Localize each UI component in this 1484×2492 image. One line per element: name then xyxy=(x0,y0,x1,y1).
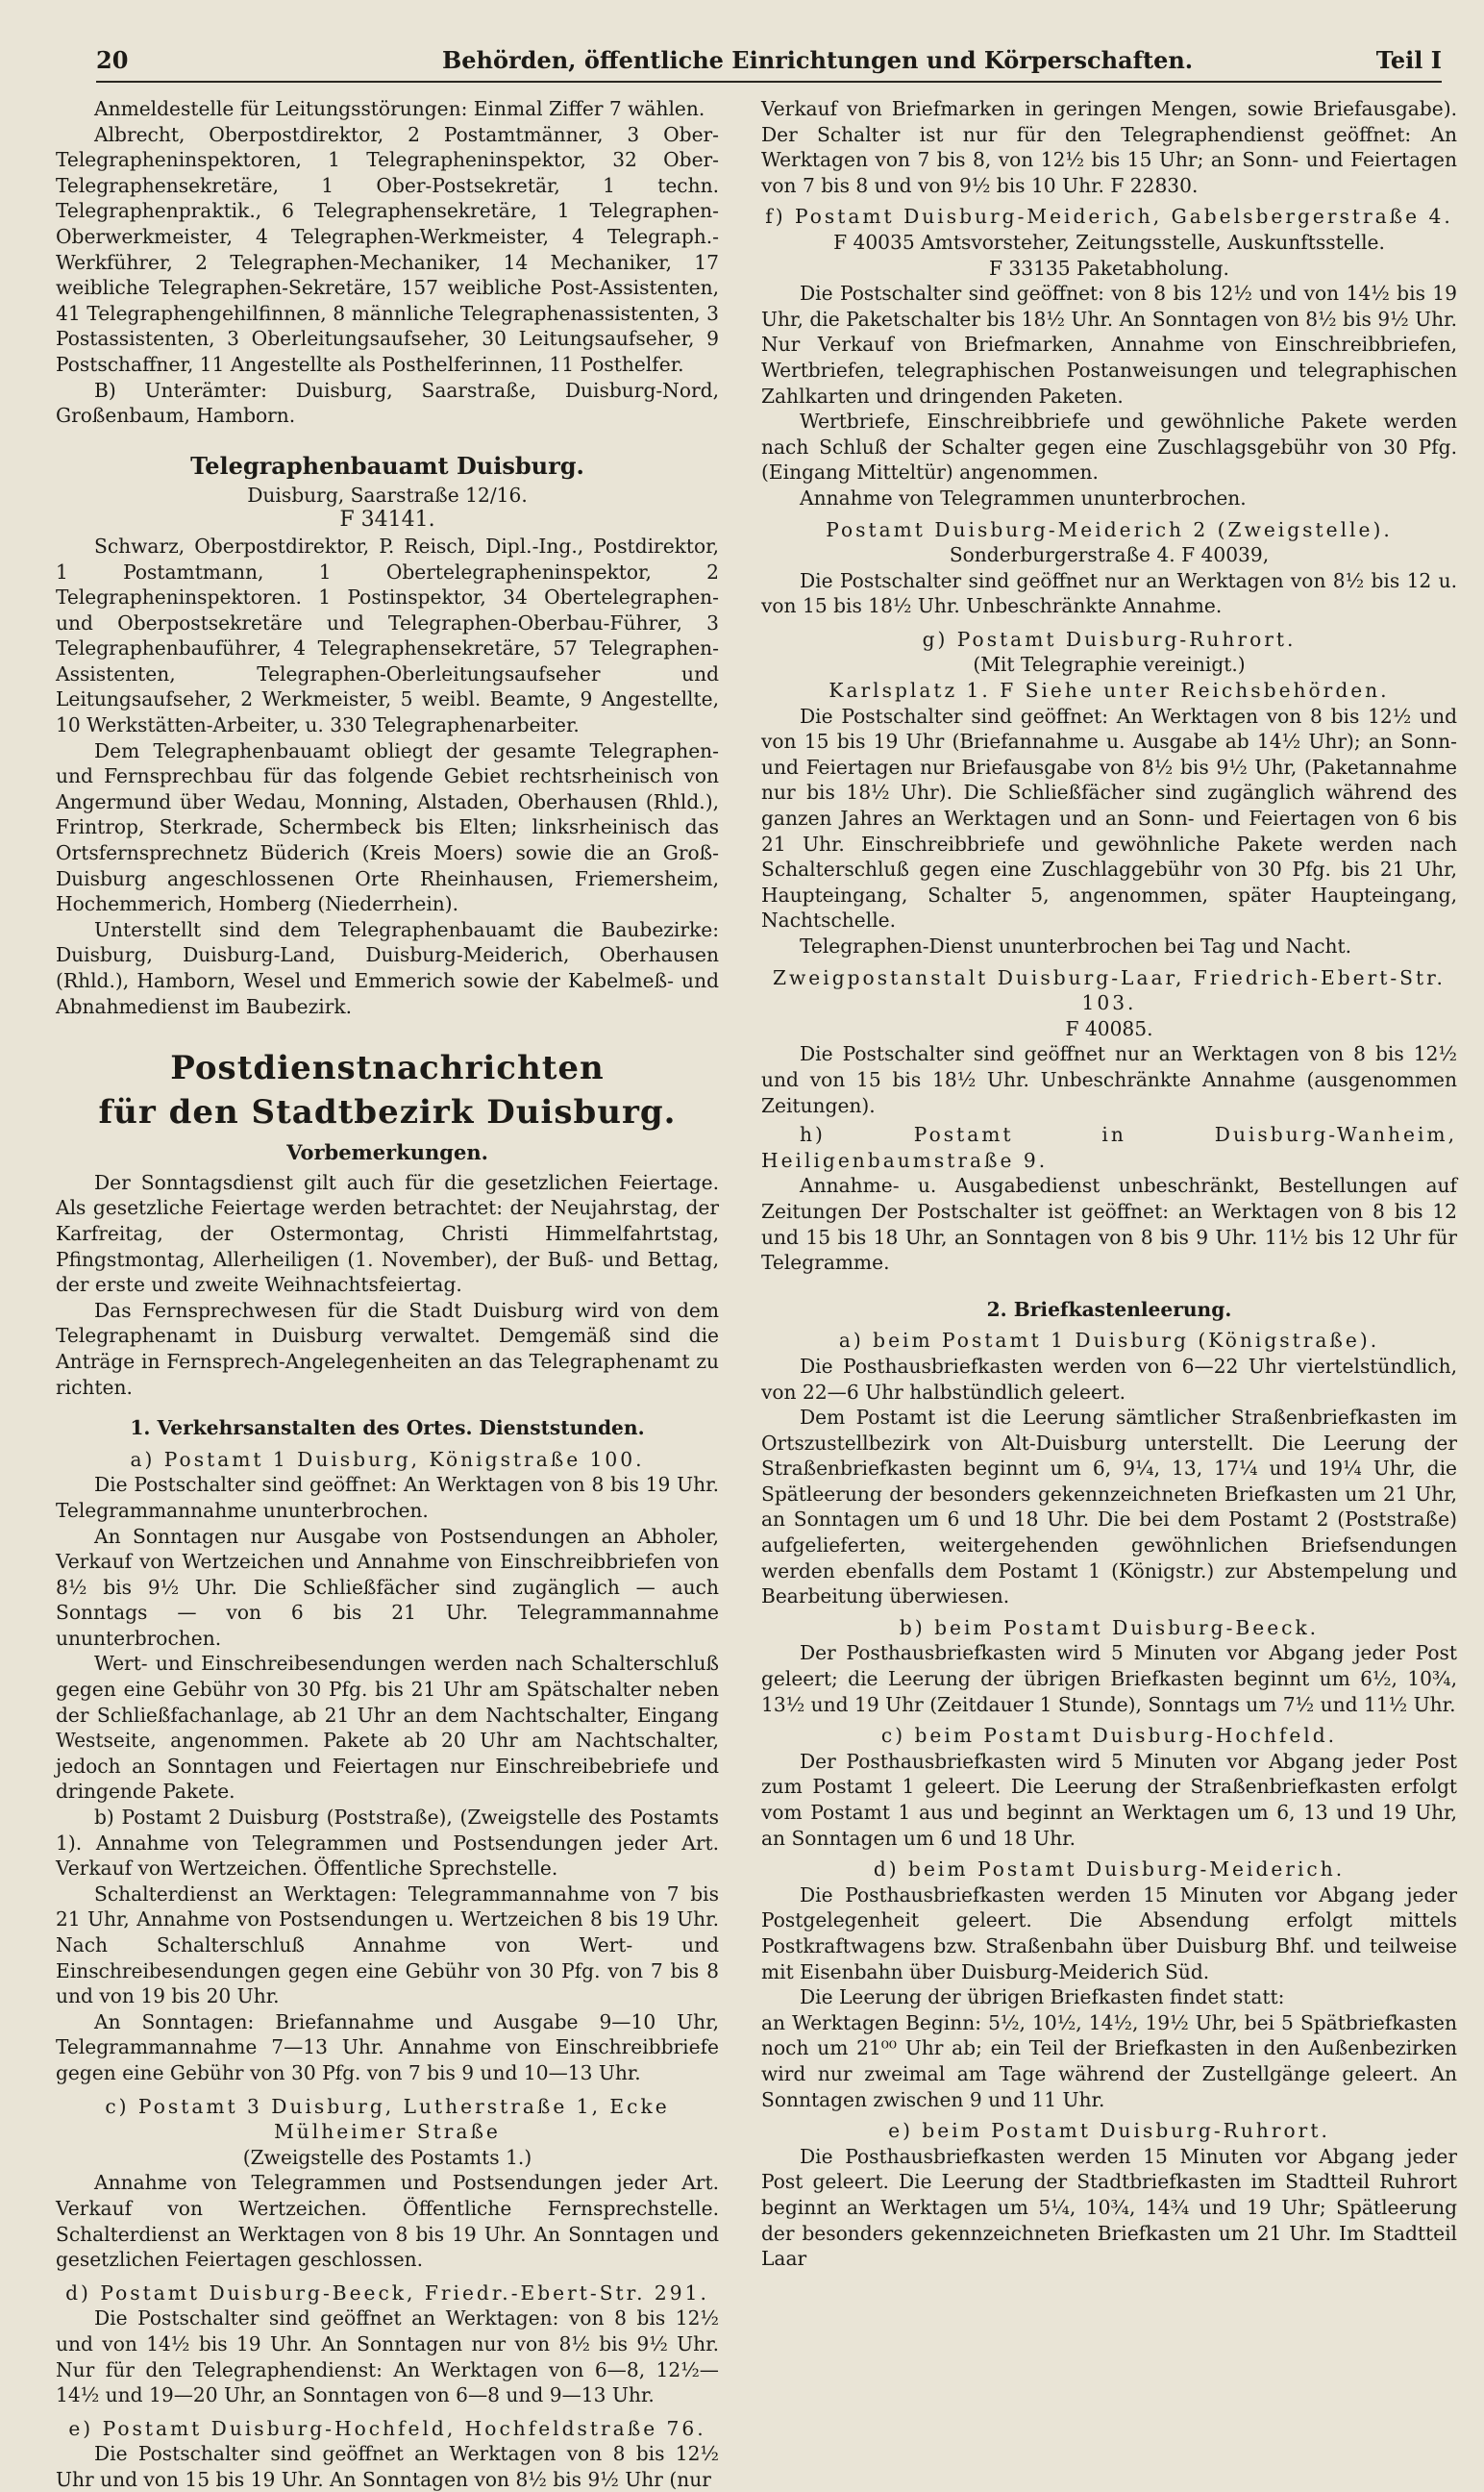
paragraph: Annahme von Telegrammen ununterbrochen. xyxy=(800,486,1247,510)
entry-heading: Zweigpostanstalt Duisburg-Laar, Friedrich-Ebert-Str. 103. xyxy=(773,965,1446,1015)
entry-heading: Postamt Duisburg-Meiderich 2 (Zweigstelle). xyxy=(826,517,1393,541)
paragraph: Der Sonntagsdienst gilt auch für die gesetzlichen Feiertage. Als gesetzliche Feiertage werden betrachtet: der Neujahrstag, der Karfreitag, der Ostermontag, Christi Himmelfahrtstag, Pfingstmontag, Allerheiligen (1. November), der Buß- und Bettag, der erste und zweite Weihnachtsfeiertag. xyxy=(56,1170,719,1297)
running-title: Behörden, öffentliche Einrichtungen und Körperschaften. xyxy=(442,46,1194,74)
paragraph: Anmeldestelle für Leitungsstörungen: Einmal Ziffer 7 wählen. xyxy=(94,97,705,120)
entry-heading: f) Postamt Duisburg-Meiderich, Gabelsbergerstraße 4. xyxy=(765,205,1453,229)
paragraph: Annahme von Telegrammen und Postsendungen jeder Art. Verkauf von Wertzeichen. Öffentliche Fernsprechstelle. Schalterdienst an Werktagen von 8 bis 19 Uhr. An Sonntagen und gesetzlichen Feiertagen geschlossen. xyxy=(56,2171,719,2272)
paragraph: Die Postschalter sind geöffnet an Werktagen von 8 bis 12½ Uhr und von 15 bis 19 Uhr. An Sonntagen von 8½ bis 9½ Uhr (nur xyxy=(56,2442,719,2491)
entry-heading: h) Postamt in Duisburg-Wanheim, Heiligenbaumstraße 9. xyxy=(761,1123,1457,1172)
paragraph: Die Posthausbriefkasten werden 15 Minuten vor Abgang jeder Postgelegenheit geleert. Die Absendung erfolgt mittels Postkraftwagens bzw. Straßenbahn über Duisburg Bhf. und teilweise mit Eisenbahn über Duisburg-Meiderich Süd. xyxy=(761,1882,1457,1983)
paragraph: Albrecht, Oberpostdirektor, 2 Postamtmänner, 3 Ober-Telegrapheninspektoren, 1 Telegrapheninspektor, 32 Ober-Telegraphensekretäre, 1 Ober-Postsekretär, 1 techn. Telegraphenpraktik., 6 Telegraphensekretäre, 1 Telegraphen-Oberwerkmeister, 4 Telegraphen-Werkmeister, 4 Telegraph.-Werkführer, 2 Telegraphen-Mechaniker, 14 Mechaniker, 17 weibliche Telegraphen-Sekretäre, 157 weibliche Post-Assistenten, 41 Telegraphengehilfinnen, 8 männliche Telegraphenassistenten, 3 Postassistenten, 3 Oberleitungsaufseher, 30 Leitungsaufseher, 9 Postschaffner, 11 Angestellte als Posthelferinnen, 11 Posthelfer. xyxy=(56,122,719,376)
paragraph: Die Postschalter sind geöffnet nur an Werktagen von 8½ bis 12 u. von 15 bis 18½ Uhr. Unbeschränkte Annahme. xyxy=(761,568,1457,618)
paragraph: Die Postschalter sind geöffnet: An Werktagen von 8 bis 19 Uhr. Telegrammannahme ununterbrochen. xyxy=(56,1473,719,1522)
paragraph: Die Postschalter sind geöffnet: An Werktagen von 8 bis 12½ und von 15 bis 19 Uhr (Briefannahme u. Ausgabe ab 14½ Uhr); an Sonn- und Feiertagen nur Briefausgabe von 8½ bis 9½ Uhr, (Paketannahme nur bis 18½ Uhr). Die Schließfächer sind zugänglich während des ganzen Jahres an Werktagen und an Sonn- und Feiertagen von 6 bis 21 Uhr. Einschreibbriefe und gewöhnliche Pakete werden nach Schalterschluß gegen eine Zuschlaggebühr von 30 Pfg. bis 21 Uhr, Haupteingang, Schalter 5, angenommen, später Haupteingang, Nachtschelle. xyxy=(761,704,1457,933)
paragraph: B) Unterämter: Duisburg, Saarstraße, Duisburg-Nord, Großenbaum, Hamborn. xyxy=(56,378,719,428)
phone-number: F 40085. xyxy=(1065,1016,1153,1040)
paragraph: Der Posthausbriefkasten wird 5 Minuten vor Abgang jeder Post geleert; die Leerung der übrigen Briefkasten beginnt um 6½, 10¾, 13½ und 19 Uhr (Zeitdauer 1 Stunde), Sonntags um 7½ und 11½ Uhr. xyxy=(761,1641,1457,1716)
paragraph: Die Posthausbriefkasten werden 15 Minuten vor Abgang jeder Post geleert. Die Leerung der Stadtbriefkasten im Stadtteil Ruhrort beginnt an Werktagen um 5¼, 10¾, 14¾ und 19 Uhr; Spätleerung der besonders gekennzeichneten Briefkasten um 21 Uhr. Im Stadtteil Laar xyxy=(761,2144,1457,2271)
paragraph: Dem Telegraphenbauamt obliegt der gesamte Telegraphen- und Fernsprechbau für das folgende Gebiet rechtsrheinisch von Angermund über Wedau, Monning, Alstaden, Oberhausen (Rhld.), Frintrop, Sterkrade, Schermbeck bis Elten; linksrheinisch das Ortsfernsprechnetz Büderich (Kreis Moers) sowie die an Groß-Duisburg angeschlossenen Orte Rheinhausen, Friemersheim, Hochemmerich, Homberg (Niederrhein). xyxy=(56,738,719,916)
entry-heading: d) beim Postamt Duisburg-Meiderich. xyxy=(873,1857,1346,1881)
paragraph: Telegraphen-Dienst ununterbrochen bei Tag und Nacht. xyxy=(800,934,1352,958)
paragraph: Dem Postamt ist die Leerung sämtlicher Straßenbriefkasten im Ortszustellbezirk von Alt-Duisburg unterstellt. Die Leerung der Straßenbriefkasten beginnt um 6, 9¼, 13, 17¼ und 19¼ Uhr, die Spätleerung der besonders gekennzeichneten Briefkasten um 21 Uhr, an Sonntagen um 6 und 18 Uhr. Die bei dem Postamt 2 (Poststraße) aufgelieferten, weitergehenden gewöhnlichen Briefsendungen werden ebenfalls dem Postamt 1 (Königstr.) zur Abstempelung und Bearbeitung überwiesen. xyxy=(761,1406,1457,1608)
paragraph: Die Posthausbriefkasten werden von 6—22 Uhr viertelstündlich, von 22—6 Uhr halbstündlich geleert. xyxy=(761,1354,1457,1404)
entry-heading: a) beim Postamt 1 Duisburg (Königstraße). xyxy=(838,1329,1380,1353)
entry-subheading: (Zweigstelle des Postamts 1.) xyxy=(242,2145,532,2169)
section-heading: Telegraphenbauamt Duisburg. xyxy=(190,451,584,480)
paragraph: Annahme- u. Ausgabedienst unbeschränkt, Bestellungen auf Zeitungen Der Postschalter ist geöffnet: an Werktagen von 8 bis 12 und 15 bis 18 Uhr, an Sonntagen von 8 bis 9 Uhr. 11½ bis 12 Uhr für Telegramme. xyxy=(761,1174,1457,1275)
address: Sonderburgerstraße 4. F 40039, xyxy=(949,543,1270,567)
entry-heading: b) beim Postamt Duisburg-Beeck. xyxy=(899,1615,1320,1639)
part-label: Teil I xyxy=(1375,46,1442,74)
phone-number: F 34141. xyxy=(339,508,435,533)
section-heading: 2. Briefkastenleerung. xyxy=(986,1297,1232,1321)
paragraph: Wertbriefe, Einschreibbriefe und gewöhnliche Pakete werden nach Schluß der Schalter gegen eine Zuschlagsgebühr von 30 Pfg. (Eingang Mitteltür) angenommen. xyxy=(761,410,1457,485)
right-column xyxy=(761,96,1457,2272)
paragraph: An Sonntagen nur Ausgabe von Postsendungen an Abholer, Verkauf von Wertzeichen und Annahme von Einschreibbriefen von 8½ bis 9½ Uhr. Die Schließfächer sind zugänglich — auch Sonntags — von 6 bis 21 Uhr. Telegrammannahme ununterbrochen. xyxy=(56,1524,719,1650)
paragraph: Verkauf von Briefmarken in geringen Mengen, sowie Briefausgabe). Der Schalter ist nur für den Telegraphendienst geöffnet: An Werktagen von 7 bis 8, von 12½ bis 15 Uhr; an Sonn- und Feiertagen von 7 bis 8 und von 9½ bis 10 Uhr. F 22830. xyxy=(761,97,1457,197)
header-rule xyxy=(96,81,1442,83)
entry-heading: c) beim Postamt Duisburg-Hochfeld. xyxy=(880,1724,1338,1748)
entry-heading: c) Postamt 3 Duisburg, Lutherstraße 1, Ecke Mülheimer Straße xyxy=(105,2094,670,2144)
paragraph: Der Posthausbriefkasten wird 5 Minuten vor Abgang jeder Post zum Postamt 1 geleert. Die Leerung der Straßenbriefkasten erfolgt vom Postamt 1 aus und beginnt an Werktagen um 6, 13 und 19 Uhr, an Sonntagen um 6 und 18 Uhr. xyxy=(761,1749,1457,1850)
subheading: Vorbemerkungen. xyxy=(286,1140,488,1165)
paragraph: Schalterdienst an Werktagen: Telegrammannahme von 7 bis 21 Uhr, Annahme von Postsendungen u. Wertzeichen 8 bis 19 Uhr. Nach Schalterschluß Annahme von Wert- und Einschreibesendungen gegen eine Gebühr von 30 Pfg. von 7 bis 8 und von 19 bis 20 Uhr. xyxy=(56,1881,719,2008)
paragraph: Die Postschalter sind geöffnet nur an Werktagen von 8 bis 12½ und von 15 bis 18½ Uhr. Unbeschränkte Annahme (ausgenommen Zeitungen). xyxy=(761,1042,1457,1117)
phone-line: F 40035 Amtsvorsteher, Zeitungsstelle, Auskunftsstelle. xyxy=(833,230,1385,254)
left-column xyxy=(56,96,719,2492)
section-heading: 1. Verkehrsanstalten des Ortes. Dienststunden. xyxy=(130,1416,645,1440)
paragraph: Schwarz, Oberpostdirektor, P. Reisch, Dipl.-Ing., Postdirektor, 1 Postamtmann, 1 Obertelegrapheninspektor, 2 Telegrapheninspektoren. 1 Postinspektor, 34 Obertelegraphen- und Oberpostsekretäre und Telegraphen-Oberbau-Führer, 3 Telegraphenbauführer, 4 Telegraphensekretäre, 57 Telegraphen-Assistenten, Telegraphen-Oberleitungsaufseher und Leitungsaufseher, 2 Werkmeister, 5 weibl. Beamte, 9 Angestellte, 10 Werkstätten-Arbeiter, u. 330 Telegraphenarbeiter. xyxy=(56,534,719,737)
paragraph: Die Postschalter sind geöffnet an Werktagen: von 8 bis 12½ und von 14½ bis 19 Uhr. An Sonntagen nur von 8½ bis 9½ Uhr. Nur für den Telegraphendienst: An Werktagen von 6—8, 12½—14½ und 19—20 Uhr, an Sonntagen von 6—8 und 9—13 Uhr. xyxy=(56,2306,719,2407)
paragraph: Die Postschalter sind geöffnet: von 8 bis 12½ und von 14½ bis 19 Uhr, die Paketschalter bis 18½ Uhr. An Sonntagen von 8½ bis 9½ Uhr. Nur Verkauf von Briefmarken, Annahme von Einschreibbriefen, Wertbriefen, telegraphischen Postanweisungen und telegraphischen Zahlkarten und dringenden Paketen. xyxy=(761,282,1457,408)
entry-heading: g) Postamt Duisburg-Ruhrort. xyxy=(922,627,1297,651)
paragraph: Wert- und Einschreibesendungen werden nach Schalterschluß gegen eine Gebühr von 30 Pfg. bis 21 Uhr am Spätschalter neben der Schließfachanlage, ab 21 Uhr an dem Nachtschalter, Eingang Westseite, angenommen. Pakete ab 20 Uhr am Nachtschalter, jedoch an Sonntagen und Feiertagen nur Einschreibebriefe und dringende Pakete. xyxy=(56,1652,719,1804)
entry-heading: e) Postamt Duisburg-Hochfeld, Hochfeldstraße 76. xyxy=(68,2416,706,2440)
page-header xyxy=(96,42,1442,81)
paragraph: b) Postamt 2 Duisburg (Poststraße), (Zweigstelle des Postamts 1). Annahme von Telegrammen und Postsendungen jeder Art. Verkauf von Wertzeichen. Öffentliche Sprechstelle. xyxy=(56,1806,719,1881)
page-title: Postdienstnachrichten xyxy=(170,1049,605,1088)
paragraph: An Sonntagen: Briefannahme und Ausgabe 9—10 Uhr, Telegrammannahme 7—13 Uhr. Annahme von Einschreibbriefe gegen eine Gebühr von 30 Pfg. von 7 bis 9 und 10—13 Uhr. xyxy=(56,2009,719,2084)
page-number: 20 xyxy=(96,46,129,74)
paragraph: Das Fernsprechwesen für die Stadt Duisburg wird von dem Telegraphenamt in Duisburg verwaltet. Demgemäß sind die Anträge in Fernsprech-Angelegenheiten an das Telegraphenamt zu richten. xyxy=(56,1298,719,1399)
paragraph: Die Leerung der übrigen Briefkasten findet statt: xyxy=(800,1985,1285,2009)
entry-heading: d) Postamt Duisburg-Beeck, Friedr.-Ebert-Str. 291. xyxy=(65,2280,709,2305)
address: Duisburg, Saarstraße 12/16. xyxy=(247,483,528,507)
entry-subheading: (Mit Telegraphie vereinigt.) xyxy=(973,653,1246,677)
phone-line: F 33135 Paketabholung. xyxy=(989,256,1229,280)
entry-heading: e) beim Postamt Duisburg-Ruhrort. xyxy=(888,2119,1330,2143)
paragraph: an Werktagen Beginn: 5½, 10½, 14½, 19½ Uhr, bei 5 Spätbriefkasten noch um 21⁰⁰ Uhr ab; ein Teil der Briefkasten in den Außenbezirken wird nur zweimal am Tage während der Zustellgänge geleert. An Sonntagen zwischen 9 und 11 Uhr. xyxy=(761,2010,1457,2111)
page-subtitle: für den Stadtbezirk Duisburg. xyxy=(98,1093,677,1133)
address: Karlsplatz 1. F Siehe unter Reichsbehörden. xyxy=(829,679,1390,703)
paragraph: Unterstellt sind dem Telegraphenbauamt die Baubezirke: Duisburg, Duisburg-Land, Duisburg-Meiderich, Oberhausen (Rhld.), Hamborn, Wesel und Emmerich sowie der Kabelmeß- und Abnahmedienst im Baubezirk. xyxy=(56,917,719,1018)
entry-heading: a) Postamt 1 Duisburg, Königstraße 100. xyxy=(130,1447,645,1471)
